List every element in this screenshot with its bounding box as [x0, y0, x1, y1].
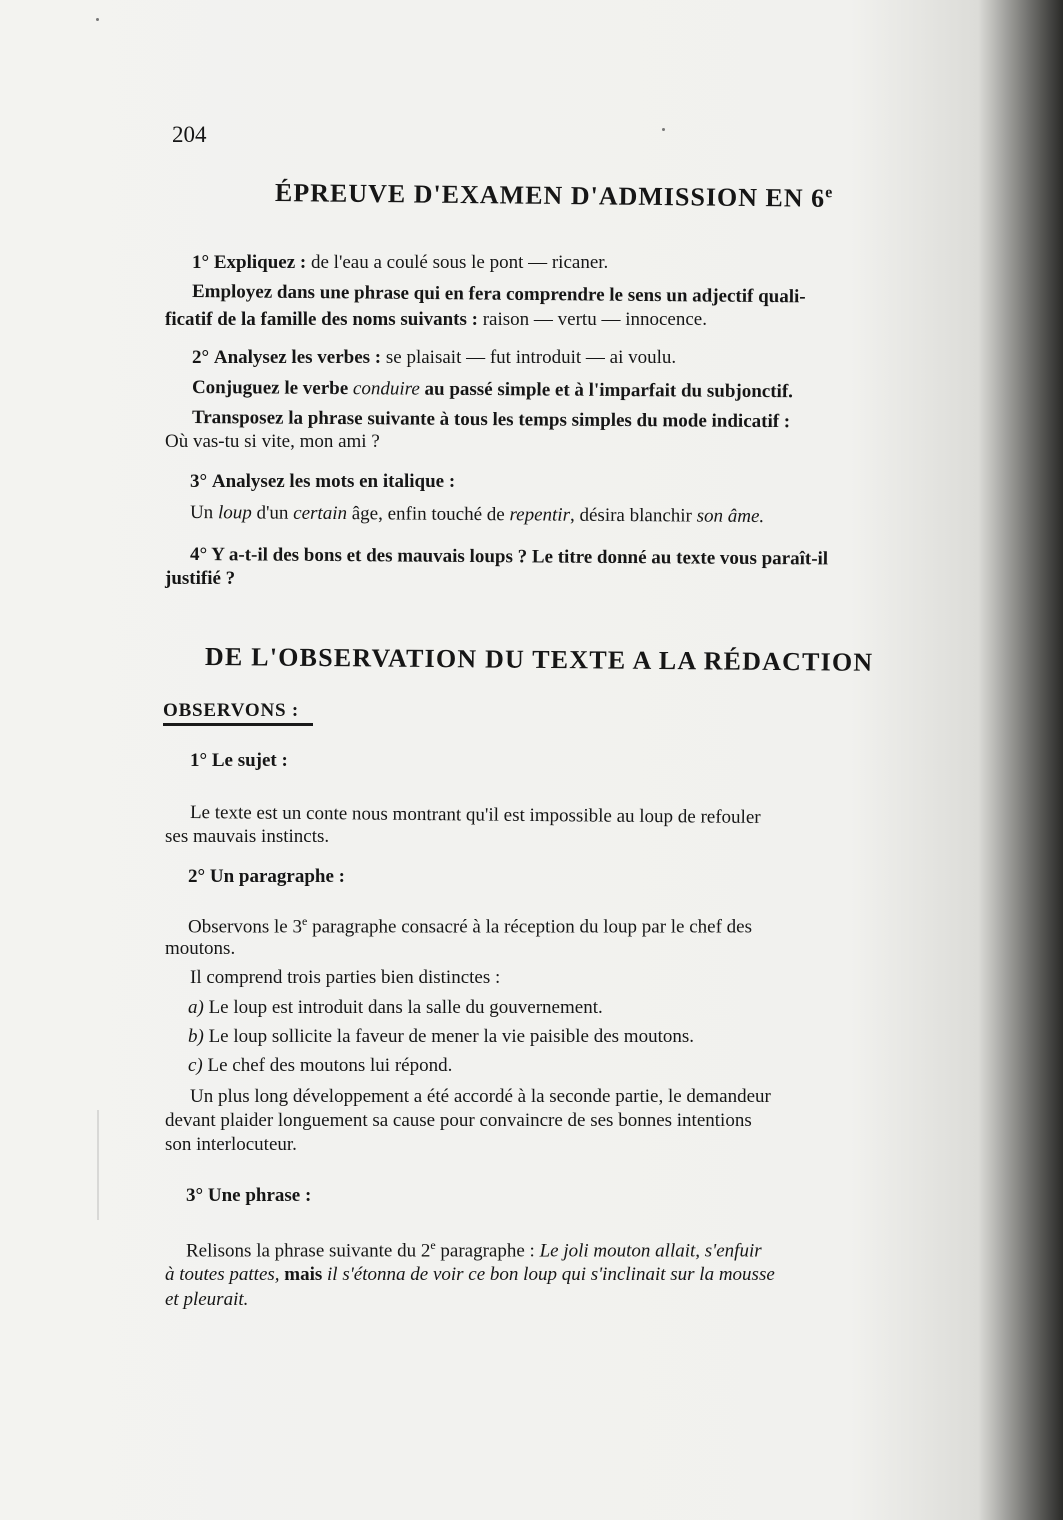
- page-shadow-mark: [97, 1110, 99, 1220]
- observons-heading: [163, 700, 313, 726]
- paper-speck: [662, 128, 665, 131]
- q2-label: Analysez les verbes :: [213, 347, 382, 368]
- item-a-text: Le loup est introduit dans la salle du gouvernement.: [203, 997, 603, 1018]
- paragraphe-line1: [188, 914, 752, 938]
- item-b-text: Le loup sollicite la faveur de mener la vie paisible des moutons.: [203, 1026, 694, 1047]
- paragraphe-line2: moutons.: [165, 938, 236, 959]
- paragraphe-p1: Un plus long développement a été accordé à la seconde partie, le demandeur: [190, 1086, 771, 1107]
- item-b-mark: b): [188, 1026, 204, 1047]
- paper-speck: [96, 18, 99, 21]
- phrase-line1: [186, 1238, 762, 1262]
- observons-label: OBSERVONS :: [163, 700, 300, 721]
- q3-s1: Un: [189, 502, 219, 524]
- sujet-line2: ses mauvais instincts.: [165, 826, 330, 847]
- phrase-line3: et pleurait.: [165, 1289, 249, 1310]
- paragraphe-item-c: [188, 1055, 452, 1077]
- q1-line3-bold: ficatif de la famille des noms suivants :: [165, 309, 478, 330]
- exam-title-sup: e: [825, 184, 834, 202]
- paragraphe-p3: son interlocuteur.: [165, 1134, 297, 1155]
- q3-i4: son âme.: [696, 505, 765, 528]
- q2-text: se plaisait — fut introduit — ai voulu.: [381, 347, 677, 368]
- sujet-heading: 1° Le sujet :: [190, 750, 288, 771]
- q1-number: 1°: [192, 252, 210, 273]
- exam-q4-line1: 4° Y a-t-il des bons et des mauvais loups ? Le titre donné au texte vous paraît-il: [189, 544, 829, 570]
- phrase-l1-sup: e: [430, 1238, 436, 1252]
- exam-title-text: ÉPREUVE D'EXAMEN D'ADMISSION EN 6: [274, 178, 826, 213]
- phrase-l1b: paragraphe :: [435, 1240, 540, 1262]
- page-number: 204: [172, 122, 207, 147]
- q3-s2: d'un: [251, 502, 294, 524]
- exam-q2-line4: Où vas-tu si vite, mon ami ?: [165, 431, 380, 452]
- phrase-l1a: Relisons la phrase suivante du 2: [186, 1240, 431, 1262]
- q3-s3: âge, enfin touché de: [346, 503, 510, 526]
- phrase-l2-italic2: il s'étonna de voir ce bon loup qui s'inclinait sur la mousse: [327, 1264, 775, 1285]
- phrase-line2: [165, 1264, 775, 1286]
- phrase-l2-bold: mais: [279, 1264, 328, 1285]
- exam-q2-line1: [192, 347, 676, 369]
- exam-q2-line2: [192, 377, 793, 403]
- observons-underline: [163, 723, 313, 726]
- q3-i3: repentir: [509, 504, 571, 526]
- q2-line2-a: Conjuguez le verbe: [191, 377, 354, 400]
- q3-i2: certain: [293, 502, 348, 525]
- exam-q1-line3: [165, 309, 707, 331]
- item-c-text: Le chef des moutons lui répond.: [202, 1055, 453, 1076]
- sujet-line1: Le texte est un conte nous montrant qu'il est impossible au loup de refouler: [189, 802, 761, 828]
- phrase-l1-italic: Le joli mouton allait, s'enfuir: [539, 1240, 762, 1262]
- exam-q2-line3: Transposez la phrase suivante à tous les temps simples du mode indicatif :: [191, 407, 791, 433]
- paragraphe-p2: devant plaider longuement sa cause pour convaincre de ses bonnes intentions: [165, 1110, 752, 1131]
- exam-q3-line1: [190, 471, 455, 493]
- q2-line2-b: au passé simple et à l'imparfait du subjonctif.: [419, 378, 794, 403]
- q1-label: Expliquez :: [213, 252, 307, 273]
- paragraphe-item-a: [188, 997, 603, 1019]
- exam-q3-line2: [190, 502, 764, 528]
- par-line1b: paragraphe consacré à la réception du loup par le chef des: [307, 916, 753, 938]
- phrase-l2-italic: à toutes pattes,: [165, 1264, 280, 1285]
- q3-number: 3°: [190, 471, 208, 492]
- exam-q1-line1: [192, 252, 608, 274]
- paragraphe-heading: 2° Un paragraphe :: [188, 866, 345, 887]
- phrase-heading: 3° Une phrase :: [186, 1185, 312, 1206]
- q3-s4: , désira blanchir: [569, 504, 697, 527]
- q2-number: 2°: [192, 347, 210, 368]
- q3-label: Analysez les mots en italique :: [211, 471, 456, 492]
- exam-q1-line2: Employez dans une phrase qui en fera comprendre le sens un adjectif quali-: [191, 281, 806, 308]
- paragraphe-line3: Il comprend trois parties bien distinctes :: [190, 967, 501, 988]
- item-a-mark: a): [188, 997, 204, 1018]
- exam-title: [275, 178, 834, 214]
- redaction-title: DE L'OBSERVATION DU TEXTE A LA RÉDACTION: [204, 642, 874, 677]
- exam-q4-line2: justifié ?: [165, 568, 236, 589]
- q3-i1: loup: [217, 502, 252, 524]
- par-line1-sup: e: [301, 914, 308, 928]
- q2-line2-italic: conduire: [352, 378, 420, 400]
- q1-line3-text: raison — vertu — innocence.: [477, 309, 707, 330]
- item-c-mark: c): [188, 1055, 203, 1076]
- par-line1a: Observons le 3: [188, 916, 302, 938]
- q1-text: de l'eau a coulé sous le pont — ricaner.: [306, 252, 609, 273]
- paragraphe-item-b: [188, 1026, 694, 1048]
